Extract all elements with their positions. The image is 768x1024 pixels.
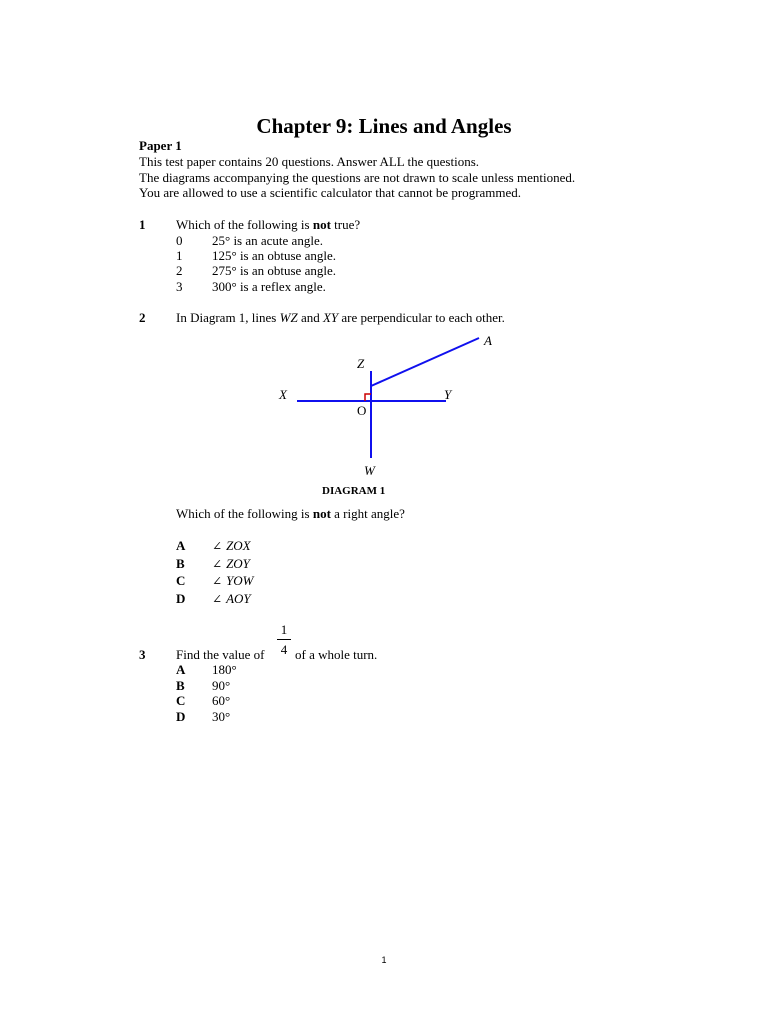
question-number: 1 bbox=[139, 217, 146, 232]
option-text: 275° is an obtuse angle. bbox=[212, 263, 336, 278]
label-o: O bbox=[357, 403, 367, 418]
fraction-numerator: 1 bbox=[280, 622, 288, 637]
label-w: W bbox=[364, 463, 375, 478]
question-number: 3 bbox=[139, 647, 146, 662]
option-label: 1 bbox=[176, 248, 183, 263]
option-label: 3 bbox=[176, 279, 183, 294]
fraction-denominator: 4 bbox=[280, 642, 288, 657]
option-text: 125° is an obtuse angle. bbox=[212, 248, 336, 263]
option-label: D bbox=[176, 709, 186, 724]
fraction-one-quarter bbox=[276, 622, 292, 657]
option-label: B bbox=[176, 556, 185, 571]
angle-icon: ∠ bbox=[212, 574, 223, 588]
angle-icon: ∠ bbox=[212, 557, 223, 571]
question-text: Which of the following is not a right angle? bbox=[176, 506, 405, 521]
angle-icon: ∠ bbox=[212, 539, 223, 553]
option-label: C bbox=[176, 573, 186, 588]
fraction-bar bbox=[277, 639, 291, 640]
option-label: A bbox=[176, 538, 186, 553]
option-label: B bbox=[176, 678, 185, 693]
question-number: 2 bbox=[139, 310, 146, 325]
option-text: 90° bbox=[212, 678, 231, 693]
option-text: ∠ ZOX bbox=[212, 538, 251, 553]
option-text: 60° bbox=[212, 693, 231, 708]
option-text: 180° bbox=[212, 662, 237, 677]
line-oa bbox=[371, 338, 479, 386]
question-text: Which of the following is not true? bbox=[176, 217, 361, 232]
label-y: Y bbox=[444, 387, 452, 402]
instruction-line: The diagrams accompanying the questions are not drawn to scale unless mentioned. bbox=[139, 170, 576, 185]
option-label: 0 bbox=[176, 233, 183, 248]
question-text-prefix: Find the value of bbox=[176, 647, 265, 662]
label-a: A bbox=[484, 333, 492, 348]
label-x: X bbox=[279, 387, 287, 402]
option-label: D bbox=[176, 591, 186, 606]
option-label: C bbox=[176, 693, 186, 708]
question-text-suffix: of a whole turn. bbox=[295, 647, 378, 662]
question-text: In Diagram 1, lines WZ and XY are perpendicular to each other. bbox=[176, 310, 505, 325]
option-text: ∠ YOW bbox=[212, 573, 254, 588]
instruction-line: You are allowed to use a scientific calculator that cannot be programmed. bbox=[139, 185, 522, 200]
page-number: 1 bbox=[381, 955, 387, 965]
option-label: 2 bbox=[176, 263, 183, 278]
angle-icon: ∠ bbox=[212, 592, 223, 606]
option-text: 30° bbox=[212, 709, 231, 724]
option-text: 300° is a reflex angle. bbox=[212, 279, 326, 294]
option-text: ∠ AOY bbox=[212, 591, 251, 606]
option-label: A bbox=[176, 662, 186, 677]
diagram-caption: DIAGRAM 1 bbox=[322, 485, 386, 497]
paper-heading: Paper 1 bbox=[139, 138, 182, 153]
option-text: ∠ ZOY bbox=[212, 556, 250, 571]
page-title: Chapter 9: Lines and Angles bbox=[256, 114, 512, 138]
option-text: 25° is an acute angle. bbox=[212, 233, 323, 248]
instruction-line: This test paper contains 20 questions. Answer ALL the questions. bbox=[139, 154, 479, 169]
label-z: Z bbox=[357, 356, 365, 371]
